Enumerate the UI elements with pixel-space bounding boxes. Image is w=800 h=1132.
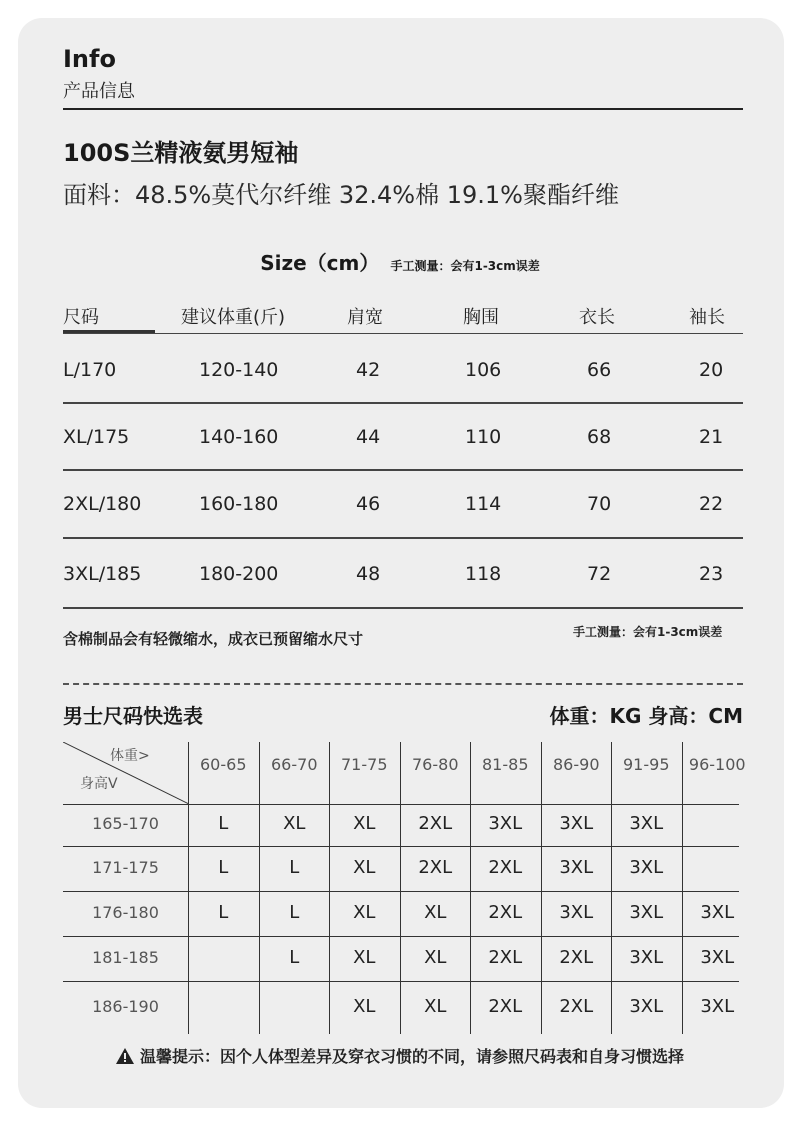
- size-recommendation: XL: [424, 995, 447, 1017]
- size-recommendation: 3XL: [700, 946, 735, 968]
- header-divider: [63, 108, 743, 110]
- size-recommendation: XL: [353, 813, 376, 834]
- height-label: 165-170: [92, 814, 159, 833]
- weight-header: 60-65: [200, 755, 247, 774]
- tip-text: 温馨提示：因个人体型差异及穿衣习惯的不同，请参照尺码表和自身习惯选择: [139, 1047, 684, 1066]
- weight-header: 66-70: [271, 755, 318, 774]
- size-recommendation: 2XL: [488, 856, 523, 878]
- weight-header: 86-90: [553, 755, 600, 774]
- grid-hline: [63, 804, 739, 805]
- info-subtitle: 产品信息: [63, 81, 135, 102]
- col-header-size: 尺码: [63, 307, 99, 328]
- quick-select-title: 男士尺码快选表: [63, 704, 203, 728]
- height-label: 181-185: [92, 947, 159, 967]
- grid-hline: [63, 846, 739, 847]
- size-recommendation: 2XL: [559, 946, 594, 968]
- measure-note: 手工测量：会有1-3cm误差: [573, 625, 723, 639]
- size-recommendation: 3XL: [559, 856, 594, 878]
- size-title: Size（cm）: [260, 251, 380, 275]
- size-cell-chest: 114: [465, 493, 502, 515]
- row-divider: [63, 469, 743, 471]
- size-recommendation: XL: [424, 901, 447, 923]
- size-recommendation: 2XL: [488, 995, 523, 1017]
- header-rule: [63, 333, 743, 334]
- height-label: 176-180: [92, 902, 159, 922]
- size-recommendation: 2XL: [488, 901, 523, 923]
- row-divider: [63, 537, 743, 539]
- height-label: 186-190: [92, 996, 159, 1016]
- size-cell-sleeve: 23: [699, 563, 724, 585]
- size-cell-length: 72: [587, 563, 612, 585]
- size-cell-shoulder: 42: [356, 359, 381, 381]
- size-recommendation: L: [218, 856, 229, 878]
- weight-header: 81-85: [482, 755, 529, 774]
- size-recommendation: 3XL: [629, 995, 664, 1017]
- corner-height-label: 身高V: [80, 776, 118, 792]
- size-recommendation: 2XL: [488, 946, 523, 968]
- size-recommendation: XL: [353, 995, 376, 1017]
- size-cell-sleeve: 20: [699, 359, 724, 381]
- grid-vline: [541, 742, 542, 1034]
- col-header-length: 衣长: [579, 307, 615, 328]
- size-cell-sleeve: 22: [699, 493, 724, 515]
- corner-weight-label: 体重>: [110, 748, 150, 764]
- size-cell-chest: 118: [465, 563, 502, 585]
- weight-header: 96-100: [688, 755, 746, 774]
- size-recommendation: 3XL: [559, 901, 594, 923]
- dashed-divider: [63, 683, 743, 685]
- row-divider: [63, 402, 743, 404]
- size-recommendation: XL: [283, 813, 306, 834]
- size-recommendation: 3XL: [488, 813, 523, 834]
- size-recommendation: 2XL: [418, 813, 453, 834]
- weight-header: 76-80: [412, 755, 459, 774]
- tip-line: [0, 1044, 800, 1067]
- grid-hline: [63, 891, 739, 892]
- size-recommendation: 3XL: [629, 813, 664, 834]
- size-recommendation: XL: [353, 901, 376, 923]
- height-label: 171-175: [92, 857, 159, 877]
- size-recommendation: 3XL: [559, 813, 594, 834]
- grid-vline: [470, 742, 471, 1034]
- size-recommendation: L: [289, 901, 300, 923]
- size-cell-shoulder: 44: [356, 426, 381, 448]
- size-recommendation: 3XL: [629, 901, 664, 923]
- size-cell-size: 2XL/180: [63, 493, 142, 515]
- grid-vline: [259, 742, 260, 1034]
- grid-vline: [400, 742, 401, 1034]
- size-cell-weight: 120-140: [199, 359, 279, 381]
- quick-select-units: 体重：KG 身高：CM: [549, 704, 743, 728]
- col-header-chest: 胸围: [463, 307, 499, 328]
- fabric-composition: 面料：48.5%莫代尔纤维 32.4%棉 19.1%聚酯纤维: [63, 181, 619, 209]
- warning-icon: [116, 1048, 134, 1064]
- size-recommendation: 3XL: [700, 901, 735, 923]
- col-header-sleeve: 袖长: [689, 307, 725, 328]
- weight-header: 91-95: [623, 755, 670, 774]
- size-cell-size: L/170: [63, 359, 117, 381]
- size-recommendation: L: [218, 813, 229, 834]
- size-recommendation: L: [218, 901, 229, 923]
- size-recommendation: 2XL: [559, 995, 594, 1017]
- info-title: Info: [63, 45, 116, 73]
- size-cell-weight: 140-160: [199, 426, 279, 448]
- size-cell-length: 66: [587, 359, 612, 381]
- size-cell-chest: 106: [465, 359, 502, 381]
- product-name: 100S兰精液氨男短袖: [63, 139, 299, 167]
- grid-hline: [63, 981, 739, 982]
- size-recommendation: 3XL: [629, 946, 664, 968]
- weight-header: 71-75: [341, 755, 388, 774]
- grid-hline: [63, 936, 739, 937]
- size-cell-length: 68: [587, 426, 612, 448]
- size-cell-size: XL/175: [63, 426, 130, 448]
- size-recommendation: XL: [353, 946, 376, 968]
- size-cell-shoulder: 48: [356, 563, 381, 585]
- size-cell-weight: 160-180: [199, 493, 279, 515]
- size-cell-length: 70: [587, 493, 612, 515]
- size-recommendation: L: [289, 946, 300, 968]
- size-recommendation: 2XL: [418, 856, 453, 878]
- size-recommendation: L: [289, 856, 300, 878]
- size-note: 手工测量：会有1-3cm误差: [390, 259, 540, 273]
- size-recommendation: XL: [353, 856, 376, 878]
- size-recommendation: XL: [424, 946, 447, 968]
- size-heading: [0, 247, 800, 276]
- size-cell-size: 3XL/185: [63, 563, 142, 585]
- size-cell-sleeve: 21: [699, 426, 724, 448]
- size-recommendation: 3XL: [629, 856, 664, 878]
- grid-vline: [682, 742, 683, 1034]
- row-divider: [63, 607, 743, 609]
- size-cell-chest: 110: [465, 426, 502, 448]
- grid-vline: [188, 742, 189, 1034]
- grid-vline: [611, 742, 612, 1034]
- col-header-shoulder: 肩宽: [347, 307, 383, 328]
- shrink-note: 含棉制品会有轻微缩水，成衣已预留缩水尺寸: [63, 630, 364, 648]
- size-cell-weight: 180-200: [199, 563, 279, 585]
- col-header-weight: 建议体重(斤): [181, 307, 286, 328]
- grid-vline: [329, 742, 330, 1034]
- size-recommendation: 3XL: [700, 995, 735, 1017]
- size-cell-shoulder: 46: [356, 493, 381, 515]
